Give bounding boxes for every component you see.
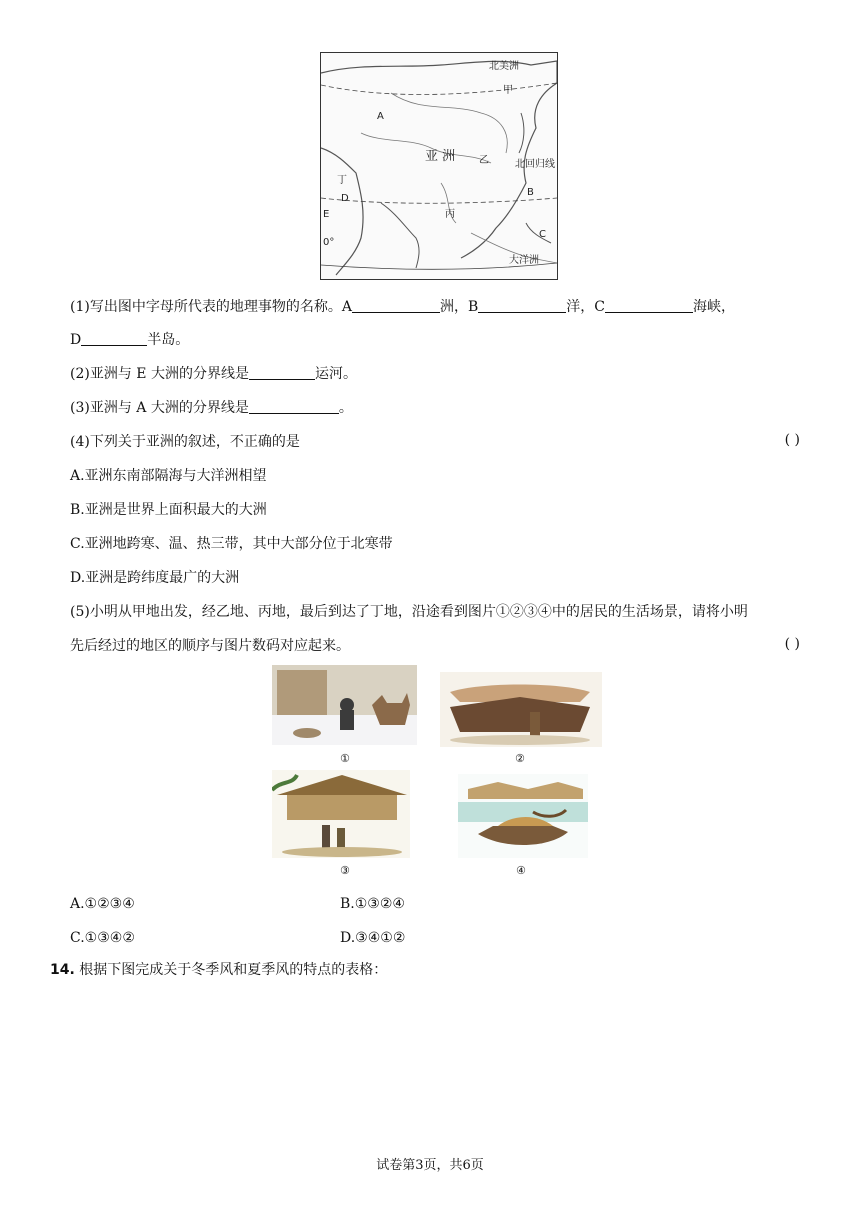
q2-text-b: 运河。 xyxy=(314,366,357,382)
q5-option-b[interactable]: B.①③②④ xyxy=(340,896,405,912)
asia-map xyxy=(320,52,558,280)
q2-text-a: (2)亚洲与 E 大洲的分界线是 xyxy=(70,366,249,382)
map-label-zero: 0° xyxy=(323,237,335,248)
question-14-number: 14. xyxy=(50,962,75,978)
blank-a-boundary[interactable] xyxy=(249,399,339,414)
q5-stem-line1: (5)小明从甲地出发，经乙地、丙地，最后到达了丁地，沿途看到图片①②③④中的居民的生活场景，请将小明 xyxy=(70,604,748,620)
map-label-a: A xyxy=(377,111,384,122)
q1-text-c: 洋，C xyxy=(566,299,605,315)
map-label-bing: 丙 xyxy=(445,209,455,220)
scene-1-image xyxy=(272,665,417,745)
scene-1-drawing xyxy=(272,665,417,745)
blank-d[interactable] xyxy=(81,331,147,346)
scene-2-image xyxy=(440,672,602,747)
blank-a[interactable] xyxy=(352,298,440,313)
caption-1: ① xyxy=(340,752,350,765)
map-label-asia: 亚 洲 xyxy=(425,149,456,164)
q1-line2-b: 半岛。 xyxy=(147,332,190,348)
page-footer: 试卷第3页，共6页 xyxy=(376,1158,484,1173)
q1-text-d: 海峡， xyxy=(692,299,735,315)
q5-option-a[interactable]: A.①②③④ xyxy=(70,896,135,912)
q5-stem-line2: 先后经过的地区的顺序与图片数码对应起来。 xyxy=(70,638,350,654)
question-14-text: 根据下图完成关于冬季风和夏季风的特点的表格： xyxy=(74,962,388,978)
q4-stem: (4)下列关于亚洲的叙述，不正确的是 xyxy=(70,434,300,450)
q2-line xyxy=(70,364,357,384)
q1-text-a: (1)写出图中字母所代表的地理事物的名称。A xyxy=(70,299,352,315)
q1-text-b: 洲，B xyxy=(439,299,479,315)
q5-option-c[interactable]: C.①③④② xyxy=(70,930,135,946)
q4-answer-paren[interactable]: ( ) xyxy=(784,432,800,448)
scene-4-drawing xyxy=(458,774,588,858)
scene-2-drawing xyxy=(440,672,602,747)
map-label-d: D xyxy=(341,193,349,204)
caption-3: ③ xyxy=(340,864,350,877)
map-label-c: C xyxy=(539,229,546,240)
q4-option-b[interactable]: B.亚洲是世界上面积最大的大洲 xyxy=(70,502,267,518)
blank-c[interactable] xyxy=(605,298,693,313)
map-label-oceania: 大洋洲 xyxy=(509,255,539,266)
map-label-tropic: 北回归线 xyxy=(515,159,555,170)
q5-option-d[interactable]: D.③④①② xyxy=(340,930,406,946)
map-label-b: B xyxy=(527,187,534,198)
map-label-jia: 甲 xyxy=(503,85,513,96)
map-label-north-america: 北美洲 xyxy=(489,61,519,72)
q1-line2-a: D xyxy=(70,332,82,348)
q3-line xyxy=(70,398,353,418)
question-14 xyxy=(50,960,387,980)
q4-option-c[interactable]: C.亚洲地跨寒、温、热三带，其中大部分位于北寒带 xyxy=(70,536,393,552)
q1-line2 xyxy=(70,330,189,350)
scene-4-image xyxy=(458,774,588,858)
map-label-yi: 乙 xyxy=(479,155,489,166)
q3-text-a: (3)亚洲与 A 大洲的分界线是 xyxy=(70,400,249,416)
blank-e-canal[interactable] xyxy=(249,365,315,380)
caption-2: ② xyxy=(515,752,525,765)
map-label-ding: 丁 xyxy=(337,175,347,186)
scene-3-drawing xyxy=(272,770,410,858)
blank-b[interactable] xyxy=(478,298,566,313)
q3-text-b: 。 xyxy=(338,400,353,416)
q1-line1 xyxy=(70,297,735,317)
q4-option-a[interactable]: A.亚洲东南部隔海与大洋洲相望 xyxy=(70,468,267,484)
scene-3-image xyxy=(272,770,410,858)
q5-answer-paren[interactable]: ( ) xyxy=(784,636,800,652)
map-label-e: E xyxy=(323,209,330,220)
q4-option-d[interactable]: D.亚洲是跨纬度最广的大洲 xyxy=(70,570,240,586)
caption-4: ④ xyxy=(516,864,526,877)
